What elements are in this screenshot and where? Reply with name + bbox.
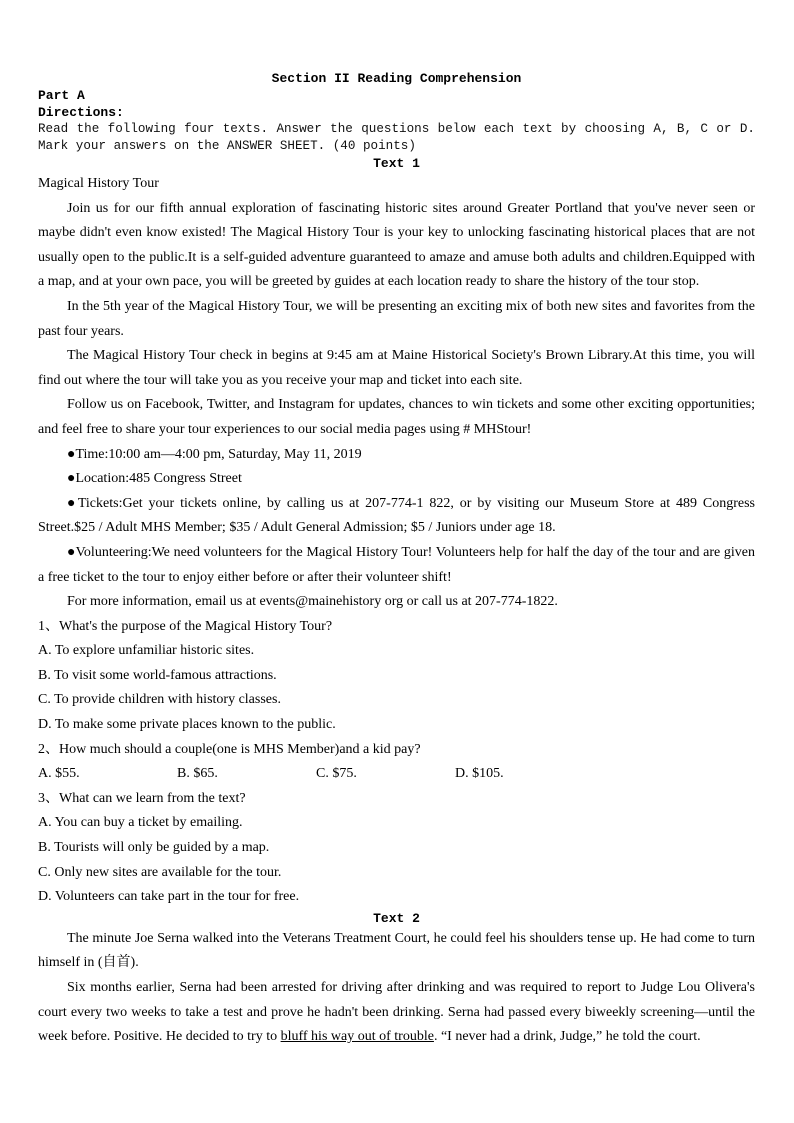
bullet-item-tickets: ●Tickets:Get your tickets online, by calling us at 207-774-1 822, or by visiting our Museum Store at 489 Congress Street.$25 / Adult MHS Member; $35 / Adult General Admission; $5 / Juniors under age 18. — [38, 495, 755, 536]
paragraph-text: Six months earlier, Serna had been arrested for driving after drinking and was required to report to Judge Lou Olivera's court every two weeks to take a test and prove he hadn't been drinking. Serna had passed every biweekly screening—until the week before. Positive. He decided to try to — [38, 980, 755, 1045]
text1-title: Magical History Tour — [38, 176, 159, 191]
text2-paragraph — [38, 976, 755, 1050]
option-item: C. Only new sites are available for the tour. — [38, 864, 282, 880]
option-item: B. $65. — [177, 766, 218, 782]
bullet-item-volunteering: ●Volunteering:We need volunteers for the Magical History Tour! Volunteers help for half the day of the tour and are given a free ticket to the tour to enjoy either before or after their volunteer shift! — [38, 544, 755, 585]
section-title: Section II Reading Comprehension — [271, 71, 522, 86]
text1-paragraph: The Magical History Tour check in begins at 9:45 am at Maine Historical Society's Brown Library.At this time, you will find out where the tour will take you as you receive your map and ticket into each site. — [38, 348, 755, 388]
option-item: D. $105. — [455, 766, 504, 782]
text1-paragraph: Join us for our fifth annual exploration of fascinating historic sites around Greater Portland that you've never seen or maybe didn't even know existed! The Magical History Tour is your key to unlocking fascinating historical places that are not usually open to the public.It is a self-guided adventure guaranteed to amaze and amuse both adults and children.Equipped with a map, and at your own pace, you will be greeted by guides at each location ready to share the history of the tour stop. — [38, 200, 755, 290]
paragraph-text: . “I never had a drink, Judge,” he told the court. — [433, 1029, 701, 1045]
option-item: D. Volunteers can take part in the tour for free. — [38, 889, 300, 905]
option-item: A. You can buy a ticket by emailing. — [38, 815, 243, 831]
option-item: B. Tourists will only be guided by a map. — [38, 840, 270, 856]
question-stem: 2、How much should a couple(one is MHS Member)and a kid pay? — [38, 741, 421, 757]
text1-heading: Text 1 — [373, 156, 420, 171]
part-label: Part A — [38, 88, 85, 103]
question-stem: 1、What's the purpose of the Magical History Tour? — [38, 618, 333, 634]
directions-text: Read the following four texts. Answer the questions below each text by choosing A, B, C or D. Mark your answers on the ANSWER SHEET. (40 points) — [38, 122, 755, 153]
text2-heading: Text 2 — [373, 910, 420, 926]
option-item: C. To provide children with history classes. — [38, 692, 281, 708]
directions-label: Directions: — [38, 105, 124, 120]
option-item: C. $75. — [316, 766, 357, 782]
bullet-item-time: ●Time:10:00 am—4:00 pm, Saturday, May 11, 2019 — [67, 446, 362, 462]
text1-paragraph: Follow us on Facebook, Twitter, and Instagram for updates, chances to win tickets and some other exciting opportunities; and feel free to share your tour experiences to our social media pages using # MHStour! — [38, 397, 755, 437]
text2-paragraph: The minute Joe Serna walked into the Veterans Treatment Court, he could feel his shoulders tense up. He had come to turn himself in (自首). — [38, 930, 755, 971]
question-stem: 3、What can we learn from the text? — [38, 790, 246, 806]
option-item: A. To explore unfamiliar historic sites. — [38, 643, 255, 659]
bullet-item-location: ●Location:485 Congress Street — [67, 471, 242, 487]
option-row — [38, 762, 755, 787]
option-item: D. To make some private places known to the public. — [38, 717, 336, 733]
option-item: B. To visit some world-famous attractions. — [38, 667, 277, 683]
option-item: A. $55. — [38, 766, 80, 782]
underlined-phrase: bluff his way out of trouble — [280, 1029, 434, 1045]
text1-paragraph: In the 5th year of the Magical History Tour, we will be presenting an exciting mix of both new sites and favorites from the past four years. — [38, 298, 755, 339]
contact-line: For more information, email us at events@mainehistory org or call us at 207-774-1822. — [67, 594, 558, 610]
